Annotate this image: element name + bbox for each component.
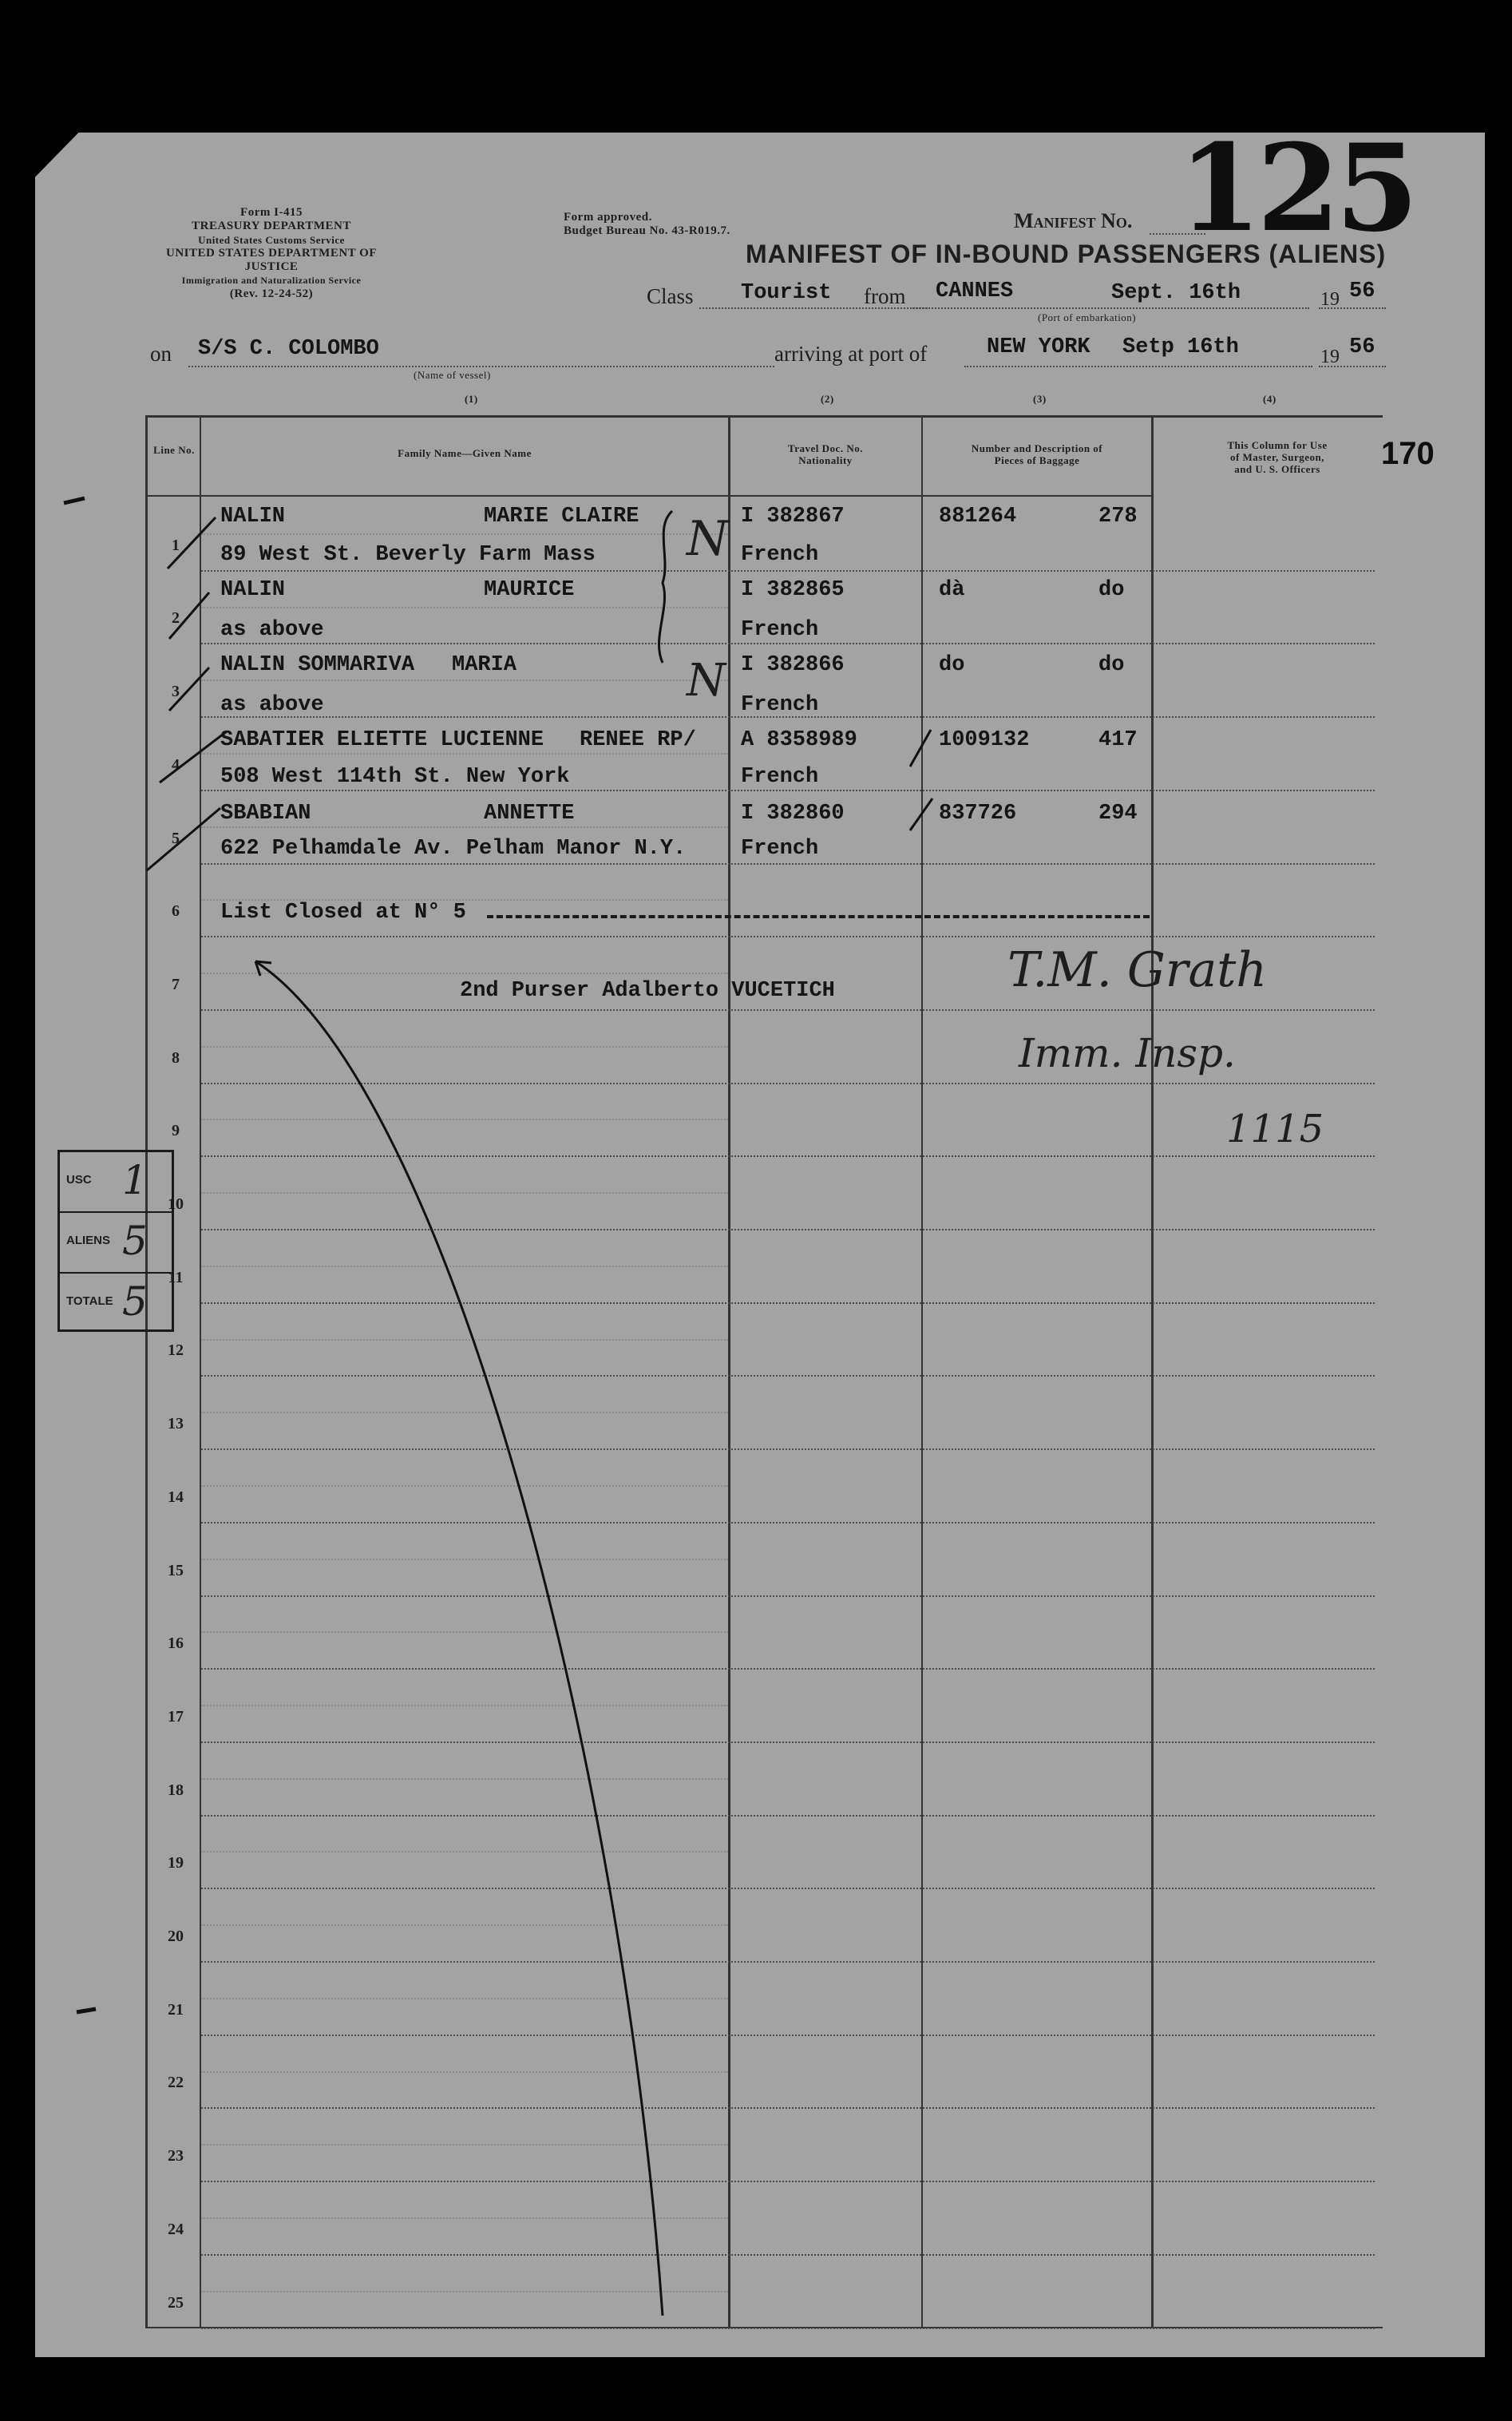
baggage-pieces: do xyxy=(1098,578,1125,602)
nationality-label: Nationality xyxy=(798,454,853,466)
given-name: RENEE RP/ xyxy=(580,728,696,752)
inspector-title: Imm. Insp. xyxy=(1019,1030,1236,1076)
travel-doc: I 382867 xyxy=(741,505,845,529)
customs-service: United States Customs Service xyxy=(198,234,345,246)
address: 508 West 114th St. New York xyxy=(220,765,570,789)
line-number: 25 xyxy=(168,2294,184,2312)
family-name: SABATIER ELIETTE LUCIENNE xyxy=(220,728,544,752)
stamp-label: ALIENS xyxy=(66,1234,111,1247)
col-num-3: (3) xyxy=(1033,393,1047,405)
justice-dept: UNITED STATES DEPARTMENT OF JUSTICE xyxy=(166,247,377,273)
given-name: MARIA xyxy=(452,653,517,677)
form-approved: Form approved. xyxy=(564,211,652,224)
line-number: 20 xyxy=(168,1928,184,1945)
address: 89 West St. Beverly Farm Mass xyxy=(220,543,596,567)
baggage-label-1: Number and Description of xyxy=(971,442,1103,454)
stamp-row-usc xyxy=(60,1152,172,1213)
handwritten-initials: N xyxy=(687,511,729,567)
year2: 56 xyxy=(1349,335,1375,359)
inspector-signature: T.M. Grath xyxy=(1007,942,1267,998)
given-name: MAURICE xyxy=(484,578,575,602)
line-number: 16 xyxy=(168,1634,184,1652)
arrival-date: Setp 16th xyxy=(1122,335,1239,359)
line-number: 24 xyxy=(168,2221,184,2238)
col-num-1: (1) xyxy=(465,393,478,405)
year2-prefix: 19 xyxy=(1320,347,1340,367)
family-name: NALIN SOMMARIVA xyxy=(220,653,415,677)
nationality: French xyxy=(741,693,819,717)
purser-signature-line: 2nd Purser Adalberto VUCETICH xyxy=(460,979,835,1003)
family-name: SBABIAN xyxy=(220,802,311,826)
line-number: 17 xyxy=(168,1708,184,1726)
travel-doc: I 382866 xyxy=(741,653,845,677)
baggage-number: 837726 xyxy=(939,802,1017,826)
officers-label-2: of Master, Surgeon, xyxy=(1229,451,1325,463)
line-number: 9 xyxy=(172,1122,180,1139)
class-value: Tourist xyxy=(741,281,832,305)
col-header-line-no: Line No. xyxy=(153,444,195,456)
travel-doc: I 382860 xyxy=(741,802,845,826)
stamp-value: 1 xyxy=(122,1157,148,1203)
year1: 56 xyxy=(1349,279,1375,303)
stamp-row-totale xyxy=(60,1274,172,1333)
budget-bureau: Budget Bureau No. 43-R019.7. xyxy=(564,224,730,237)
line-number: 14 xyxy=(168,1488,184,1506)
arrival-port: NEW YORK xyxy=(987,335,1090,359)
line-number: 15 xyxy=(168,1562,184,1579)
handwritten-initials-2: N xyxy=(687,655,726,707)
stamp-value: 5 xyxy=(122,1278,148,1325)
line-number: 13 xyxy=(168,1415,184,1432)
travel-doc: I 382865 xyxy=(741,578,845,602)
line-number: 23 xyxy=(168,2147,184,2165)
year1-prefix: 19 xyxy=(1320,289,1340,310)
list-closed: List Closed at N° 5 xyxy=(220,901,466,925)
vessel-caption: (Name of vessel) xyxy=(414,369,491,381)
baggage-pieces: 278 xyxy=(1098,505,1138,529)
address: 622 Pelhamdale Av. Pelham Manor N.Y. xyxy=(220,837,687,861)
line-number: 6 xyxy=(172,902,180,920)
stamp-label: USC xyxy=(66,1173,92,1187)
line-number: 10 xyxy=(168,1195,184,1213)
stamp-row-aliens xyxy=(60,1213,172,1274)
col-num-2: (2) xyxy=(821,393,834,405)
totals-stamp xyxy=(57,1150,174,1332)
class-label: Class xyxy=(647,284,694,308)
given-name: MARIE CLAIRE xyxy=(484,505,639,529)
form-number: Form I-415 xyxy=(240,206,303,219)
address: as above xyxy=(220,693,324,717)
line-number: 11 xyxy=(168,1269,184,1286)
revision-date: (Rev. 12-24-52) xyxy=(229,287,314,300)
col-header-name: Family Name—Given Name xyxy=(398,447,532,459)
nationality: French xyxy=(741,543,819,567)
family-name: NALIN xyxy=(220,505,286,529)
officers-label-3: and U. S. Officers xyxy=(1234,463,1320,475)
line-number: 18 xyxy=(168,1781,184,1799)
stamp-label: TOTALE xyxy=(66,1294,113,1308)
page-number: 170 xyxy=(1381,436,1435,471)
from-date: Sept. 16th xyxy=(1111,281,1241,305)
baggage-pieces: 417 xyxy=(1098,728,1138,752)
manifest-number: 125 xyxy=(1178,118,1415,259)
stamp-value: 5 xyxy=(122,1218,148,1264)
baggage-number: dà xyxy=(939,578,965,602)
line-number: 5 xyxy=(172,830,180,847)
nationality: French xyxy=(741,765,819,789)
address: as above xyxy=(220,618,324,642)
travel-doc-label: Travel Doc. No. xyxy=(788,442,863,454)
from-port: CANNES xyxy=(936,279,1014,303)
baggage-pieces: do xyxy=(1098,653,1125,677)
nationality: French xyxy=(741,837,819,861)
officers-label-1: This Column for Use xyxy=(1227,439,1328,451)
baggage-pieces: 294 xyxy=(1098,802,1138,826)
manifest-title: MANIFEST OF IN-BOUND PASSENGERS (ALIENS) xyxy=(746,240,1387,268)
handwritten-number: 1115 xyxy=(1226,1107,1324,1151)
line-number: 19 xyxy=(168,1854,184,1872)
baggage-number: do xyxy=(939,653,965,677)
arriving-label: arriving at port of xyxy=(774,342,928,366)
port-caption: (Port of embarkation) xyxy=(1038,311,1137,323)
line-number: 12 xyxy=(168,1341,184,1359)
travel-doc: A 8358989 xyxy=(741,728,857,752)
treasury-dept: TREASURY DEPARTMENT xyxy=(192,220,351,232)
line-number: 22 xyxy=(168,2074,184,2091)
line-number: 4 xyxy=(172,756,180,774)
from-label: from xyxy=(864,284,906,308)
family-name: NALIN xyxy=(220,578,286,602)
line-number: 21 xyxy=(168,2001,184,2019)
ins-service: Immigration and Naturalization Service xyxy=(181,275,362,286)
vessel-name: S/S C. COLOMBO xyxy=(198,337,379,361)
line-number: 7 xyxy=(172,976,180,993)
manifest-no-label: Manifest No. xyxy=(1014,209,1133,232)
line-number: 8 xyxy=(172,1049,180,1067)
line-number: 1 xyxy=(172,537,180,554)
line-number: 3 xyxy=(172,683,180,700)
line-number: 2 xyxy=(172,609,180,627)
col-num-4: (4) xyxy=(1263,393,1276,405)
nationality: French xyxy=(741,618,819,642)
baggage-label-2: Pieces of Baggage xyxy=(994,454,1080,466)
given-name: ANNETTE xyxy=(484,802,575,826)
baggage-number: 881264 xyxy=(939,505,1017,529)
baggage-number: 1009132 xyxy=(939,728,1030,752)
on-label: on xyxy=(150,342,172,366)
